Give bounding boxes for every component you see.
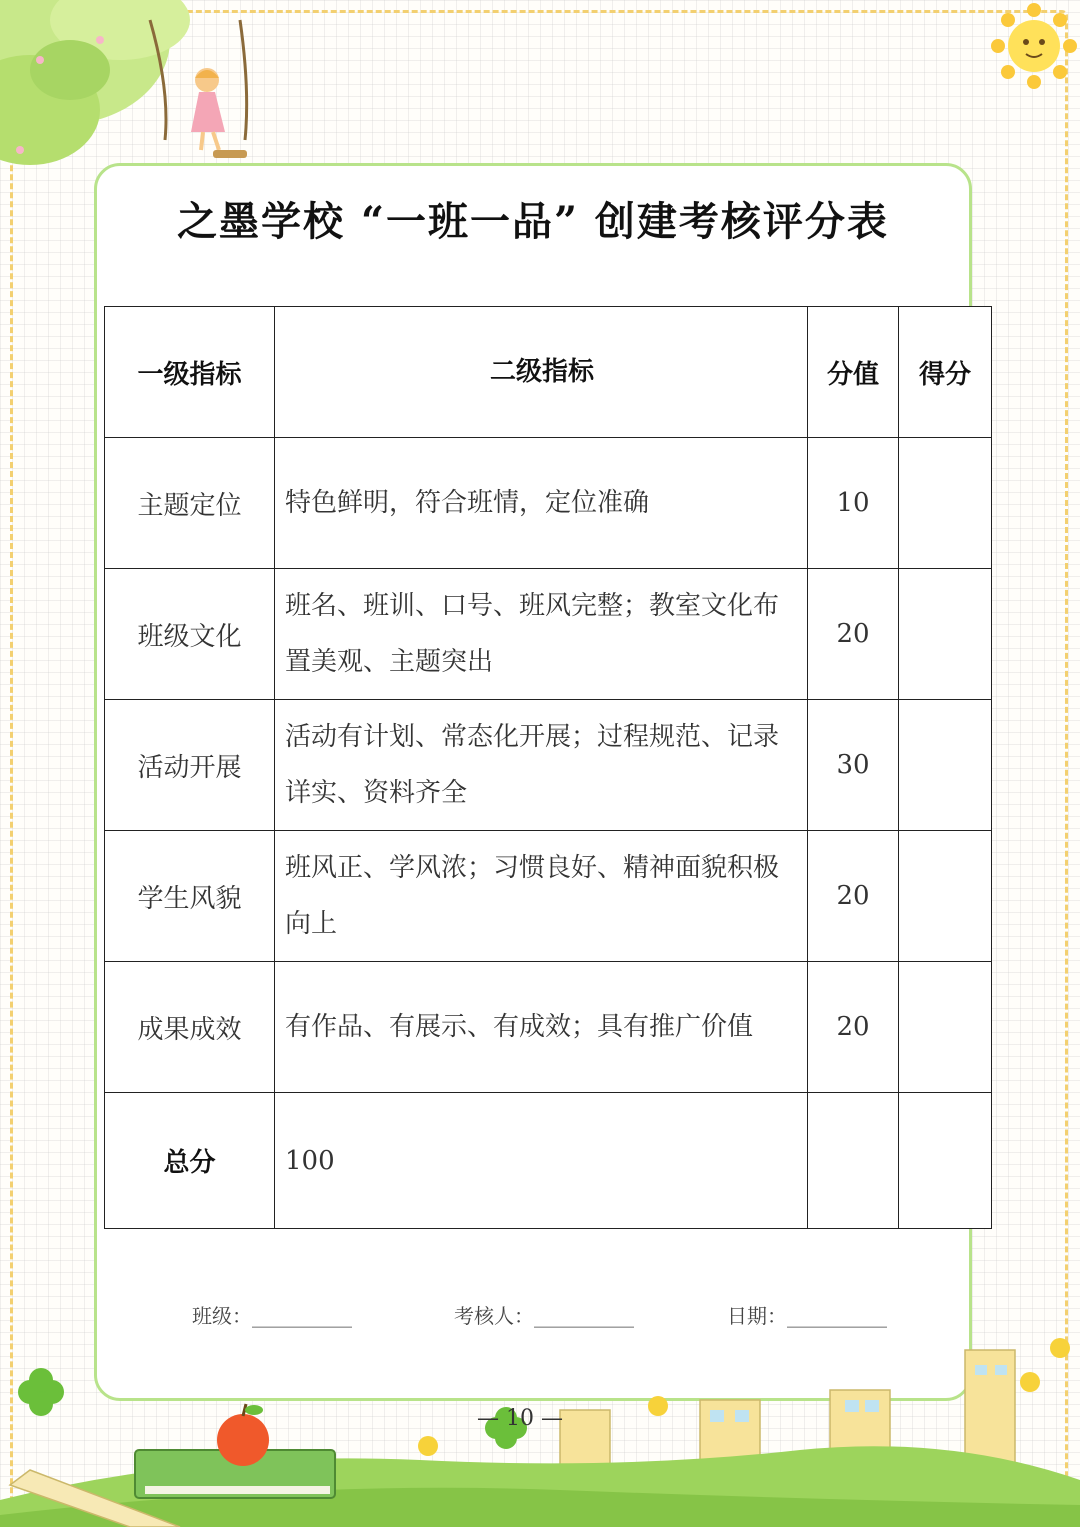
sun-icon: [990, 2, 1078, 90]
class-field[interactable]: 班级：__________: [192, 1304, 352, 1328]
row-level1: 活动开展: [105, 700, 275, 831]
total-label: 总分: [105, 1093, 275, 1229]
table-row: [105, 569, 992, 700]
page-number: — 10 —: [477, 1406, 563, 1431]
total-score-got-cell[interactable]: [899, 1093, 992, 1229]
header-score-got: 得分: [899, 307, 992, 438]
row-score-value: 10: [808, 438, 899, 569]
row-score-got-cell[interactable]: [899, 831, 992, 962]
row-score-got-cell[interactable]: [899, 962, 992, 1093]
row-level2: 活动有计划、常态化开展；过程规范、记录详实、资料齐全: [275, 700, 808, 831]
row-score-value: 20: [808, 962, 899, 1093]
date-field[interactable]: 日期：__________: [727, 1304, 887, 1328]
table-header-row: [105, 307, 992, 438]
row-level1: 主题定位: [105, 438, 275, 569]
table-row: [105, 831, 992, 962]
table-row: [105, 438, 992, 569]
table-row: [105, 962, 992, 1093]
row-level1: 班级文化: [105, 569, 275, 700]
total-value: 100: [275, 1093, 808, 1229]
row-level2: 特色鲜明，符合班情，定位准确: [275, 438, 808, 569]
header-level2: 二级指标: [275, 307, 808, 438]
reviewer-field[interactable]: 考核人：__________: [454, 1304, 634, 1328]
scoring-table: [104, 306, 992, 1229]
row-level1: 学生风貌: [105, 831, 275, 962]
row-level1: 成果成效: [105, 962, 275, 1093]
header-score-value: 分值: [808, 307, 899, 438]
row-score-value: 20: [808, 831, 899, 962]
swing-girl-illustration: [185, 60, 255, 170]
row-score-got-cell[interactable]: [899, 569, 992, 700]
header-level1: 一级指标: [105, 307, 275, 438]
row-level2: 班名、班训、口号、班风完整；教室文化布置美观、主题突出: [275, 569, 808, 700]
row-score-got-cell[interactable]: [899, 438, 992, 569]
row-score-value: 30: [808, 700, 899, 831]
page-title: 之墨学校 “一班一品” 创建考核评分表: [177, 198, 889, 245]
table-row: [105, 700, 992, 831]
row-level2: 班风正、学风浓；习惯良好、精神面貌积极向上: [275, 831, 808, 962]
row-score-got-cell[interactable]: [899, 700, 992, 831]
table-total-row: [105, 1093, 992, 1229]
row-score-value: 20: [808, 569, 899, 700]
total-score-value-cell: [808, 1093, 899, 1229]
row-level2: 有作品、有展示、有成效；具有推广价值: [275, 962, 808, 1093]
